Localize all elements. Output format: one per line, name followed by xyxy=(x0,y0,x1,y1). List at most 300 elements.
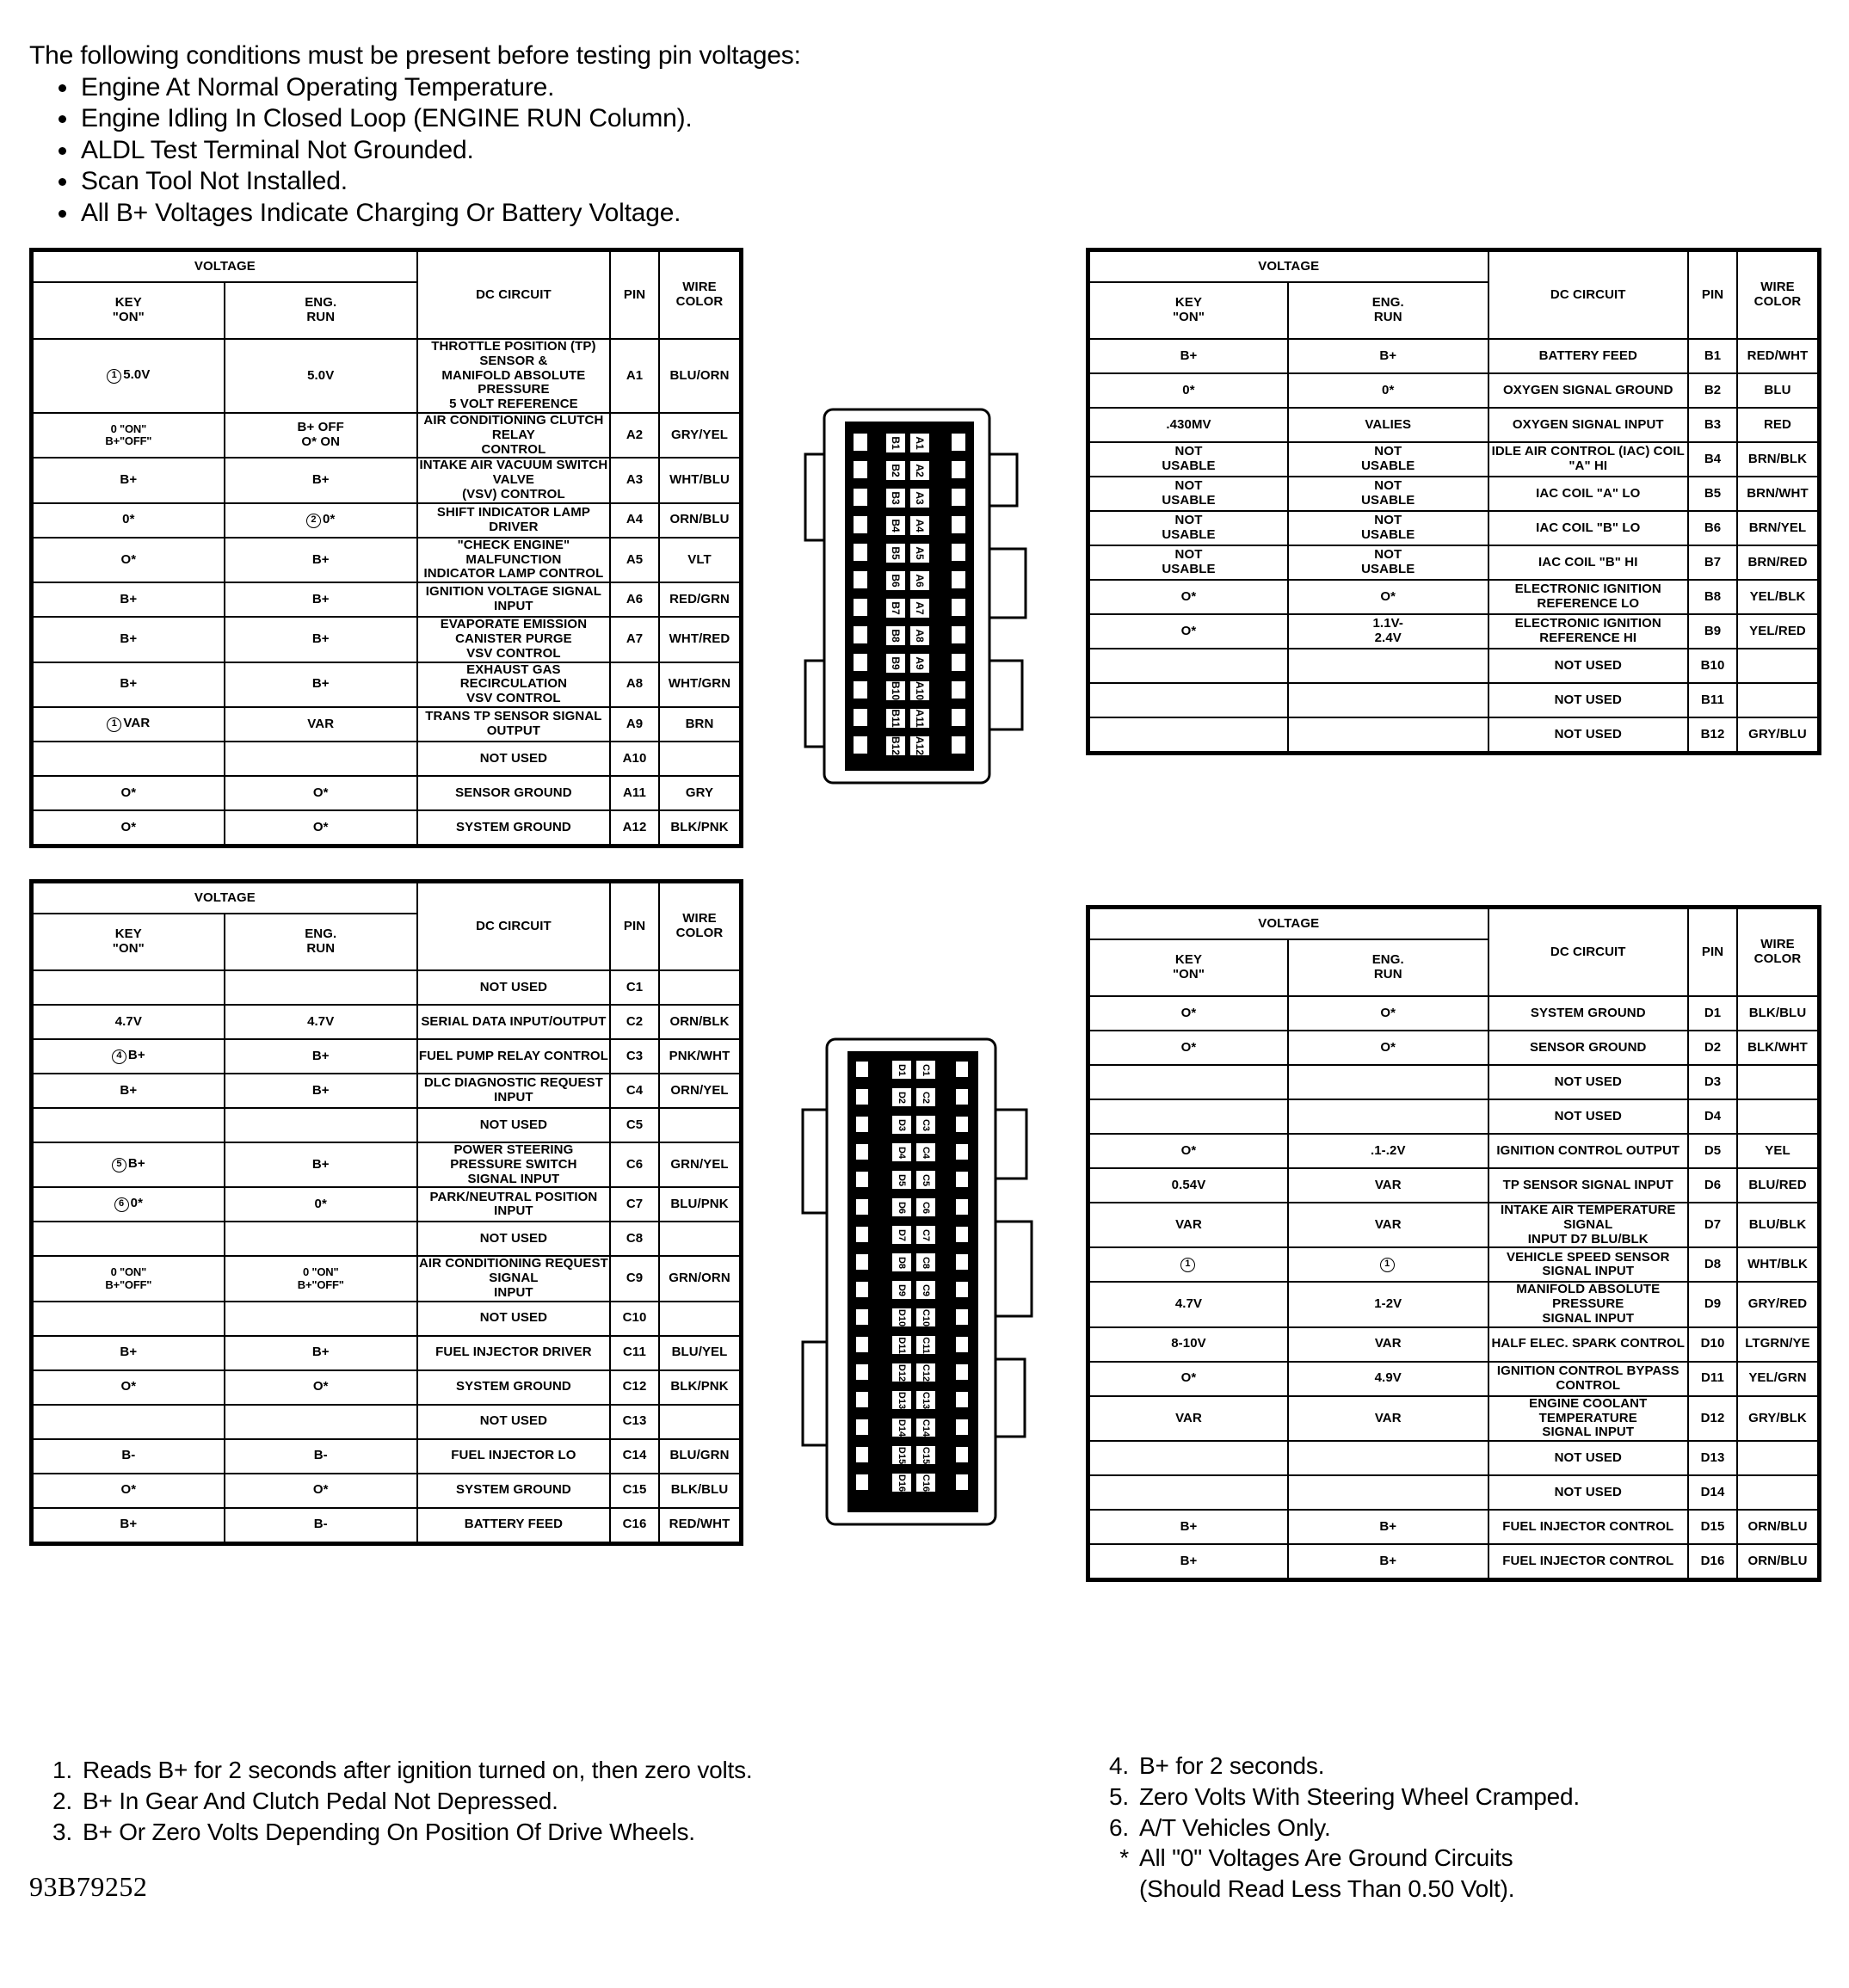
footnote-number: * xyxy=(1119,1844,1129,1872)
cell-key-on: 1 5.0V xyxy=(32,339,225,413)
connector-pin-label-right: C2 xyxy=(921,1091,931,1105)
cell-eng-run: 4.7V xyxy=(225,1005,417,1039)
cell-pin: D13 xyxy=(1688,1441,1737,1475)
cell-dc-circuit: INTAKE AIR VACUUM SWITCH VALVE (VSV) CONTROL xyxy=(417,458,610,502)
cell-dc-circuit: IGNITION VOLTAGE SIGNAL INPUT xyxy=(417,582,610,617)
connector-pin-label-left: D12 xyxy=(897,1363,907,1382)
cell-eng-run: 2 0* xyxy=(225,503,417,538)
cell-key-on xyxy=(1088,1099,1289,1134)
connector-cavity xyxy=(856,1364,868,1380)
cell-key-on xyxy=(1088,683,1289,717)
cell-eng-run: VALIES xyxy=(1288,408,1488,442)
table-row xyxy=(32,1142,742,1187)
table-row xyxy=(32,970,742,1005)
cell-wire-color: BLK/WHT xyxy=(1737,1031,1820,1065)
table-header xyxy=(1088,250,1820,340)
cell-pin: A2 xyxy=(610,413,659,458)
connector-pin-label-left: B7 xyxy=(890,601,902,615)
connector-cavity xyxy=(856,1172,868,1187)
cell-dc-circuit: SERIAL DATA INPUT/OUTPUT xyxy=(417,1005,610,1039)
table-row xyxy=(1088,1031,1820,1065)
intro-lead-text: The following conditions must be present before testing pin voltages: xyxy=(29,41,801,70)
cell-eng-run: B+ OFF O* ON xyxy=(225,413,417,458)
cell-pin: C15 xyxy=(610,1474,659,1508)
table-row xyxy=(32,1005,742,1039)
table-row xyxy=(1088,717,1820,754)
cell-pin: C13 xyxy=(610,1405,659,1439)
cell-wire-color xyxy=(1737,1065,1820,1099)
footnote-text: Zero Volts With Steering Wheel Cramped. xyxy=(1139,1782,1580,1810)
connector-cavity xyxy=(856,1337,868,1352)
connector-cavity xyxy=(856,1089,868,1105)
cell-pin: B6 xyxy=(1688,511,1737,545)
header-eng-run xyxy=(225,282,417,339)
cell-eng-run xyxy=(225,1222,417,1256)
cell-key-on: 5 B+ xyxy=(32,1142,225,1187)
connector-cavity xyxy=(956,1172,968,1187)
cell-pin: D5 xyxy=(1688,1134,1737,1168)
cell-wire-color: YEL xyxy=(1737,1134,1820,1168)
table-row xyxy=(32,1405,742,1439)
cell-key-on: 8-10V xyxy=(1088,1327,1289,1362)
cell-eng-run: O* xyxy=(225,1474,417,1508)
table-row xyxy=(32,662,742,707)
cell-eng-run: 0 "ON" B+"OFF" xyxy=(225,1256,417,1301)
cell-wire-color: ORN/YEL xyxy=(659,1074,742,1108)
cell-key-on xyxy=(1088,1475,1289,1510)
table-row xyxy=(1088,580,1820,614)
cell-dc-circuit: NOT USED xyxy=(1488,649,1689,683)
footnote-text: Reads B+ for 2 seconds after ignition turned on, then zero volts. xyxy=(83,1757,753,1783)
cell-wire-color: BRN/YEL xyxy=(1737,511,1820,545)
cell-eng-run xyxy=(1288,1065,1488,1099)
cell-dc-circuit: PARK/NEUTRAL POSITION INPUT xyxy=(417,1187,610,1222)
cell-key-on: O* xyxy=(32,1370,225,1405)
table-row xyxy=(32,810,742,846)
cell-key-on: 0* xyxy=(32,503,225,538)
cell-key-on xyxy=(1088,1441,1289,1475)
header-dc-circuit: DC CIRCUIT xyxy=(1488,908,1689,997)
cell-pin: A6 xyxy=(610,582,659,617)
cell-key-on: 0 "ON" B+"OFF" xyxy=(32,413,225,458)
header-pin: PIN xyxy=(1688,250,1737,340)
cell-dc-circuit: AIR CONDITIONING REQUEST SIGNAL INPUT xyxy=(417,1256,610,1301)
cell-wire-color: WHT/GRN xyxy=(659,662,742,707)
connector-cavity xyxy=(856,1227,868,1242)
cell-eng-run xyxy=(225,1302,417,1336)
connector-cavity xyxy=(956,1337,968,1352)
connector-pin-label-right: C4 xyxy=(921,1146,931,1160)
connector-pin-label-left: B6 xyxy=(890,574,902,588)
cell-key-on xyxy=(1088,1247,1289,1282)
connector-pin-label-right: A11 xyxy=(914,709,926,728)
connector-cavity xyxy=(956,1117,968,1132)
cell-pin: B7 xyxy=(1688,545,1737,580)
cell-dc-circuit: POWER STEERING PRESSURE SWITCH SIGNAL INPUT xyxy=(417,1142,610,1187)
cell-key-on: O* xyxy=(1088,580,1289,614)
table-row xyxy=(32,1039,742,1074)
cell-dc-circuit: NOT USED xyxy=(1488,717,1689,754)
table-row xyxy=(32,538,742,582)
cell-wire-color: BLU/RED xyxy=(1737,1168,1820,1203)
document-id: 93B79252 xyxy=(29,1871,148,1902)
connector-pin-label-left: D14 xyxy=(897,1419,907,1437)
cell-wire-color: GRY/BLK xyxy=(1737,1396,1820,1441)
table-body xyxy=(32,339,742,846)
table-row xyxy=(32,1256,742,1301)
cell-pin: D15 xyxy=(1688,1510,1737,1544)
footnote-item xyxy=(38,1786,752,1817)
table-body xyxy=(32,970,742,1543)
connector-cavity xyxy=(956,1199,968,1215)
connector-pin-label-left: D3 xyxy=(897,1118,907,1132)
table-row xyxy=(32,1187,742,1222)
cell-key-on: 4.7V xyxy=(32,1005,225,1039)
cell-wire-color: YEL/GRN xyxy=(1737,1362,1820,1396)
connector-pin-label-left: D11 xyxy=(897,1337,907,1354)
cell-wire-color: BLU/GRN xyxy=(659,1439,742,1474)
cell-eng-run: B+ xyxy=(225,582,417,617)
testing-conditions-block xyxy=(29,41,976,230)
cell-dc-circuit: HALF ELEC. SPARK CONTROL xyxy=(1488,1327,1689,1362)
cell-pin: D4 xyxy=(1688,1099,1737,1134)
connector-pin-label-right: A12 xyxy=(914,735,926,756)
cell-key-on: 1 VAR xyxy=(32,707,225,742)
cell-eng-run: NOT USABLE xyxy=(1288,477,1488,511)
connector-cavity xyxy=(956,1062,968,1077)
connector-cavity xyxy=(956,1447,968,1462)
cell-wire-color xyxy=(1737,1441,1820,1475)
cell-dc-circuit: SENSOR GROUND xyxy=(417,776,610,810)
cell-key-on: O* xyxy=(32,1474,225,1508)
table-row xyxy=(1088,1134,1820,1168)
cell-eng-run: VAR xyxy=(225,707,417,742)
cell-dc-circuit: SENSOR GROUND xyxy=(1488,1031,1689,1065)
cell-eng-run: O* xyxy=(1288,996,1488,1031)
cell-wire-color xyxy=(659,1222,742,1256)
header-wire-line1: WIRE xyxy=(1760,937,1795,952)
cell-dc-circuit: NOT USED xyxy=(417,1405,610,1439)
list-item: Scan Tool Not Installed. xyxy=(57,166,976,198)
cell-key-on: 0 "ON" B+"OFF" xyxy=(32,1256,225,1301)
cell-eng-run: 1.1V- 2.4V xyxy=(1288,614,1488,649)
header-key-on xyxy=(32,282,225,339)
header-wire-line2: COLOR xyxy=(1753,951,1802,966)
cell-pin: A7 xyxy=(610,617,659,662)
cell-pin: C8 xyxy=(610,1222,659,1256)
cell-dc-circuit: FUEL PUMP RELAY CONTROL xyxy=(417,1039,610,1074)
cell-pin: C9 xyxy=(610,1256,659,1301)
cell-eng-run: O* xyxy=(1288,580,1488,614)
cell-wire-color: YEL/BLK xyxy=(1737,580,1820,614)
table-row xyxy=(1088,408,1820,442)
connector-pin-label-left: D9 xyxy=(897,1283,907,1297)
cell-wire-color: BRN/BLK xyxy=(1737,442,1820,477)
cell-eng-run xyxy=(225,970,417,1005)
cell-pin: C14 xyxy=(610,1439,659,1474)
cell-eng-run: 4.9V xyxy=(1288,1362,1488,1396)
cell-wire-color: ORN/BLK xyxy=(659,1005,742,1039)
cell-key-on: B+ xyxy=(32,582,225,617)
cell-wire-color: ORN/BLU xyxy=(1737,1544,1820,1580)
cell-eng-run xyxy=(225,742,417,776)
cell-key-on xyxy=(32,1222,225,1256)
header-dc-circuit: DC CIRCUIT xyxy=(417,882,610,971)
cell-key-on: B+ xyxy=(32,617,225,662)
connector-cavity xyxy=(956,1282,968,1297)
table-body xyxy=(1088,996,1820,1580)
header-wire-color xyxy=(659,882,742,971)
header-eng-line1: ENG. xyxy=(305,926,337,942)
cell-key-on: NOT USABLE xyxy=(1088,545,1289,580)
table-row xyxy=(1088,1362,1820,1396)
header-key-on xyxy=(32,914,225,970)
footnote-number: 3. xyxy=(52,1818,72,1845)
cell-pin: B12 xyxy=(1688,717,1737,754)
header-key-line1: KEY xyxy=(114,926,142,942)
cell-pin: B10 xyxy=(1688,649,1737,683)
cell-dc-circuit: FUEL INJECTOR DRIVER xyxy=(417,1336,610,1370)
cell-eng-run: B+ xyxy=(225,538,417,582)
footnote-text: B+ In Gear And Clutch Pedal Not Depressed. xyxy=(83,1787,558,1814)
footnote-text: All "0" Voltages Are Ground Circuits xyxy=(1139,1844,1513,1872)
header-eng-line1: ENG. xyxy=(1371,952,1404,968)
connector-pin-label-left: B10 xyxy=(890,680,902,701)
connector-pin-label-right: C6 xyxy=(921,1201,931,1215)
footnote-item xyxy=(38,1817,752,1848)
table-row xyxy=(1088,1168,1820,1203)
table-row xyxy=(1088,1441,1820,1475)
cell-pin: A9 xyxy=(610,707,659,742)
header-eng-run xyxy=(225,914,417,970)
header-eng-line1: ENG. xyxy=(1371,295,1404,311)
cell-eng-run: VAR xyxy=(1288,1327,1488,1362)
connector-pin-label-left: D8 xyxy=(897,1256,907,1270)
connector-pin-label-left: D15 xyxy=(897,1446,907,1465)
cell-dc-circuit: IGNITION CONTROL BYPASS CONTROL xyxy=(1488,1362,1689,1396)
cell-eng-run: B+ xyxy=(225,617,417,662)
connector-pin-label-left: B12 xyxy=(890,735,902,756)
connector-pin-label-right: A4 xyxy=(914,519,926,532)
cell-wire-color: BLK/BLU xyxy=(659,1474,742,1508)
footnote-marker-icon: 1 xyxy=(1180,1258,1195,1272)
cell-key-on: 4 B+ xyxy=(32,1039,225,1074)
cell-dc-circuit: DLC DIAGNOSTIC REQUEST INPUT xyxy=(417,1074,610,1108)
header-eng-run xyxy=(1288,939,1488,996)
connector-cavity xyxy=(856,1199,868,1215)
cell-key-on: O* xyxy=(32,538,225,582)
header-key-line1: KEY xyxy=(1174,295,1203,311)
cell-pin: B8 xyxy=(1688,580,1737,614)
cell-eng-run xyxy=(1288,1475,1488,1510)
cell-wire-color: BLK/PNK xyxy=(659,810,742,846)
cell-key-on: 4.7V xyxy=(1088,1282,1289,1326)
cell-wire-color: BRN/WHT xyxy=(1737,477,1820,511)
footnotes-right-block xyxy=(1094,1751,1580,1905)
cell-dc-circuit: MANIFOLD ABSOLUTE PRESSURE SIGNAL INPUT xyxy=(1488,1282,1689,1326)
cell-eng-run: O* xyxy=(225,776,417,810)
table-row xyxy=(1088,996,1820,1031)
cell-eng-run: B- xyxy=(225,1508,417,1544)
connector-pin-label-left: D4 xyxy=(897,1146,907,1160)
cell-wire-color: RED/GRN xyxy=(659,582,742,617)
cell-dc-circuit: AIR CONDITIONING CLUTCH RELAY CONTROL xyxy=(417,413,610,458)
cell-key-on: NOT USABLE xyxy=(1088,442,1289,477)
header-eng-line2: RUN xyxy=(306,310,336,324)
cell-dc-circuit: ELECTRONIC IGNITION REFERENCE LO xyxy=(1488,580,1689,614)
cell-dc-circuit: SYSTEM GROUND xyxy=(417,810,610,846)
header-voltage: VOLTAGE xyxy=(1088,908,1488,940)
cell-wire-color: RED/WHT xyxy=(1737,339,1820,373)
cell-key-on: B+ xyxy=(1088,1544,1289,1580)
table-row xyxy=(1088,1099,1820,1134)
table-row xyxy=(32,582,742,617)
cell-key-on: NOT USABLE xyxy=(1088,477,1289,511)
table-row xyxy=(32,707,742,742)
cell-pin: D1 xyxy=(1688,996,1737,1031)
cell-dc-circuit: BATTERY FEED xyxy=(1488,339,1689,373)
footnote-text: B+ for 2 seconds. xyxy=(1139,1752,1325,1779)
cell-eng-run: B+ xyxy=(225,1074,417,1108)
cell-pin: A3 xyxy=(610,458,659,502)
connector-pin-label-left: B5 xyxy=(890,546,902,560)
connector-pin-label-right: A8 xyxy=(914,629,926,643)
header-voltage: VOLTAGE xyxy=(32,250,417,283)
cell-wire-color xyxy=(659,1302,742,1336)
cell-eng-run xyxy=(1288,1441,1488,1475)
table-row xyxy=(32,503,742,538)
connector-pin-label-right: C7 xyxy=(921,1228,931,1242)
cell-eng-run: B+ xyxy=(225,1336,417,1370)
connector-pin-label-left: B1 xyxy=(890,436,902,450)
cell-eng-run: O* xyxy=(225,810,417,846)
cell-wire-color: BRN xyxy=(659,707,742,742)
cell-dc-circuit: SYSTEM GROUND xyxy=(417,1370,610,1405)
connector-pin-label-left: D7 xyxy=(897,1228,907,1242)
cell-eng-run xyxy=(225,1108,417,1142)
connector-cavity xyxy=(956,1474,968,1490)
table-body xyxy=(1088,339,1820,754)
cell-dc-circuit: IGNITION CONTROL OUTPUT xyxy=(1488,1134,1689,1168)
connector-cavity xyxy=(956,1144,968,1160)
cell-key-on: 0* xyxy=(1088,373,1289,408)
cell-dc-circuit: IAC COIL "A" LO xyxy=(1488,477,1689,511)
connector-cavity xyxy=(856,1117,868,1132)
table-row xyxy=(32,1108,742,1142)
header-wire-line2: COLOR xyxy=(675,926,724,940)
table-row xyxy=(1088,614,1820,649)
cell-key-on: O* xyxy=(1088,1134,1289,1168)
cell-eng-run xyxy=(1288,1247,1488,1282)
connector-cavity xyxy=(956,1089,968,1105)
cell-dc-circuit: IAC COIL "B" LO xyxy=(1488,511,1689,545)
cell-dc-circuit: NOT USED xyxy=(417,1302,610,1336)
footnotes-left-block xyxy=(38,1755,752,1847)
cell-pin: B2 xyxy=(1688,373,1737,408)
cell-dc-circuit: BATTERY FEED xyxy=(417,1508,610,1544)
connector-pin-label-left: B2 xyxy=(890,464,902,477)
cell-pin: A11 xyxy=(610,776,659,810)
table-row xyxy=(1088,1327,1820,1362)
cell-pin: D6 xyxy=(1688,1168,1737,1203)
cell-dc-circuit: "CHECK ENGINE" MALFUNCTION INDICATOR LAMP CONTROL xyxy=(417,538,610,582)
cell-key-on: B+ xyxy=(32,1074,225,1108)
table-row xyxy=(1088,1475,1820,1510)
connector-pin-label-right: A9 xyxy=(914,656,926,670)
header-key-on xyxy=(1088,282,1289,339)
cell-pin: A12 xyxy=(610,810,659,846)
table-row xyxy=(1088,1065,1820,1099)
cell-eng-run xyxy=(1288,717,1488,754)
connector-cavity xyxy=(956,1254,968,1270)
connector-pin-label-right: C14 xyxy=(921,1419,931,1437)
cell-eng-run: NOT USABLE xyxy=(1288,442,1488,477)
connector-pin-label-right: A7 xyxy=(914,601,926,615)
pin-voltage-table-a xyxy=(29,248,743,848)
cell-key-on: B+ xyxy=(1088,339,1289,373)
header-eng-line1: ENG. xyxy=(305,295,337,311)
table-row xyxy=(1088,339,1820,373)
table-row xyxy=(1088,1282,1820,1326)
cell-key-on: O* xyxy=(1088,996,1289,1031)
cell-key-on xyxy=(32,742,225,776)
cell-dc-circuit: NOT USED xyxy=(417,1108,610,1142)
cell-dc-circuit: SYSTEM GROUND xyxy=(1488,996,1689,1031)
cell-wire-color: BLK/PNK xyxy=(659,1370,742,1405)
table-row xyxy=(32,458,742,502)
cell-eng-run: B+ xyxy=(225,1142,417,1187)
table-row xyxy=(1088,511,1820,545)
cell-eng-run xyxy=(1288,683,1488,717)
cell-wire-color xyxy=(1737,1475,1820,1510)
cell-wire-color: GRN/ORN xyxy=(659,1256,742,1301)
header-voltage: VOLTAGE xyxy=(32,882,417,914)
cell-pin: C16 xyxy=(610,1508,659,1544)
cell-eng-run: VAR xyxy=(1288,1203,1488,1247)
table-row xyxy=(1088,442,1820,477)
cell-pin: A4 xyxy=(610,503,659,538)
footnote-text: B+ Or Zero Volts Depending On Position Of Drive Wheels. xyxy=(83,1818,695,1845)
cell-eng-run xyxy=(225,1405,417,1439)
cell-key-on: O* xyxy=(1088,1362,1289,1396)
header-wire-color xyxy=(1737,908,1820,997)
connector-diagram-a-b xyxy=(800,403,1032,790)
footnote-text: A/T Vehicles Only. xyxy=(1139,1813,1331,1841)
cell-eng-run: 0* xyxy=(225,1187,417,1222)
cell-key-on: B+ xyxy=(32,1336,225,1370)
connector-cavity xyxy=(956,1419,968,1435)
cell-dc-circuit: TRANS TP SENSOR SIGNAL OUTPUT xyxy=(417,707,610,742)
cell-pin: A1 xyxy=(610,339,659,413)
cell-pin: D14 xyxy=(1688,1475,1737,1510)
cell-key-on: B+ xyxy=(32,458,225,502)
cell-wire-color xyxy=(659,970,742,1005)
header-key-line2: "ON" xyxy=(112,941,145,956)
header-key-line1: KEY xyxy=(1174,952,1203,968)
cell-dc-circuit: ENGINE COOLANT TEMPERATURE SIGNAL INPUT xyxy=(1488,1396,1689,1441)
header-wire-color xyxy=(659,250,742,340)
cell-pin: B9 xyxy=(1688,614,1737,649)
cell-wire-color: WHT/BLK xyxy=(1737,1247,1820,1282)
cell-key-on xyxy=(1088,649,1289,683)
header-eng-run xyxy=(1288,282,1488,339)
table-row xyxy=(32,1439,742,1474)
connector-pin-label-left: B11 xyxy=(890,709,902,728)
footnote-number: 1. xyxy=(52,1757,72,1783)
cell-pin: C6 xyxy=(610,1142,659,1187)
connector-cavity xyxy=(856,1254,868,1270)
cell-key-on xyxy=(32,1108,225,1142)
